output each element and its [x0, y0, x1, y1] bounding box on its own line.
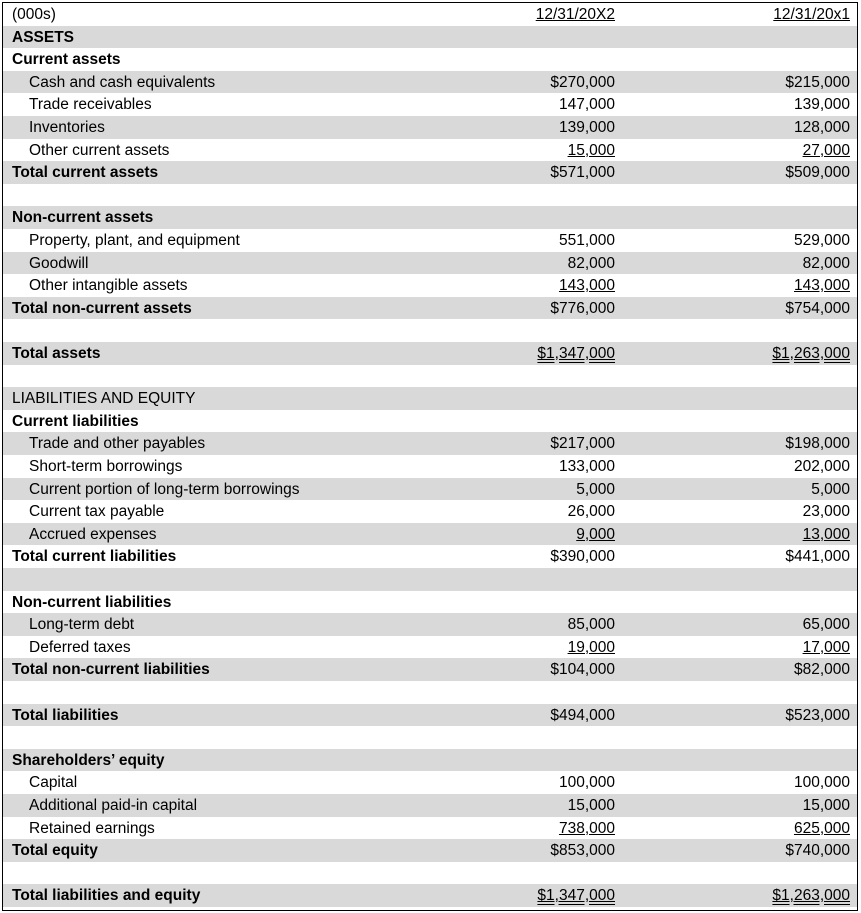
- row-label: Total assets: [12, 345, 101, 362]
- value-20X2: 100,000: [558, 774, 615, 792]
- row-label: Total non-current liabilities: [12, 661, 210, 679]
- table-row: [3, 252, 857, 275]
- value-20X2: $1,347,000: [537, 345, 615, 362]
- table-row: [3, 749, 857, 772]
- value-20x1: 13,000: [802, 525, 850, 543]
- table-row: [3, 71, 857, 94]
- value-20x1: 17,000: [802, 638, 850, 656]
- row-label: Total liabilities and equity: [12, 887, 201, 905]
- value-20X2: 85,000: [567, 616, 615, 634]
- table-row: [3, 794, 857, 817]
- row-label: Total current liabilities: [12, 548, 177, 566]
- value-20X2: $390,000: [550, 548, 615, 566]
- row-label: Retained earnings: [29, 819, 155, 837]
- row-label: Current tax payable: [29, 503, 165, 521]
- row-label: Goodwill: [29, 254, 89, 272]
- table-row: [3, 658, 857, 681]
- table-row: [3, 839, 857, 862]
- row-label: Non-current liabilities: [12, 593, 172, 611]
- table-row: [3, 884, 857, 907]
- value-20X2: 19,000: [567, 638, 615, 656]
- row-label: Shareholders’ equity: [12, 751, 165, 769]
- value-20x1: $441,000: [785, 548, 850, 566]
- value-20X2: $571,000: [550, 164, 615, 182]
- table-row: [3, 613, 857, 636]
- table-row: [3, 93, 857, 116]
- value-20X2: $853,000: [550, 842, 615, 860]
- table-row: [3, 817, 857, 840]
- spacer-row: [3, 862, 857, 885]
- value-20X2: 15,000: [567, 797, 615, 814]
- value-20X2: 139,000: [558, 119, 615, 136]
- row-label: ASSETS: [12, 28, 75, 46]
- table-row: [3, 636, 857, 659]
- balance-sheet-table: [2, 2, 858, 911]
- spacer-row: [3, 184, 857, 207]
- row-label: Current portion of long-term borrowings: [29, 480, 300, 498]
- value-20x1: 15,000: [802, 797, 850, 814]
- value-20x1: 128,000: [793, 119, 850, 136]
- header-row: [3, 3, 857, 26]
- value-20x1: 625,000: [793, 819, 850, 837]
- row-label: Total current assets: [12, 164, 159, 182]
- value-20x1: 27,000: [802, 141, 850, 159]
- row-label: Total liabilities: [12, 706, 119, 724]
- value-20X2: 5,000: [576, 480, 615, 498]
- row-label: Non-current assets: [12, 209, 154, 227]
- row-label: Trade and other payables: [29, 435, 206, 453]
- row-label: Total non-current assets: [12, 299, 192, 317]
- row-label: Total equity: [12, 842, 98, 860]
- value-20X2: 15,000: [567, 141, 615, 159]
- table-row: [3, 432, 857, 455]
- table-row: [3, 139, 857, 162]
- table-row: [3, 591, 857, 614]
- row-label: LIABILITIES AND EQUITY: [12, 390, 196, 408]
- row-label: Deferred taxes: [29, 638, 131, 656]
- table-row: [3, 545, 857, 568]
- value-20X2: $1,347,000: [537, 887, 615, 905]
- row-label: Current liabilities: [12, 412, 139, 430]
- row-label: Inventories: [29, 119, 105, 136]
- row-label: Long-term debt: [29, 616, 135, 634]
- value-20x1: $740,000: [785, 842, 850, 860]
- spacer-row: [3, 365, 857, 388]
- row-label: Other intangible assets: [29, 277, 188, 295]
- value-20x1: $198,000: [785, 435, 850, 453]
- value-20x1: 143,000: [793, 277, 850, 295]
- value-20x1: $509,000: [785, 164, 850, 182]
- value-20X2: $217,000: [550, 435, 615, 453]
- column-header-20x1: 12/31/20x1: [773, 6, 850, 23]
- value-20X2: 9,000: [576, 525, 615, 543]
- value-20x1: 529,000: [793, 232, 850, 249]
- row-label: Property, plant, and equipment: [29, 232, 240, 249]
- value-20X2: 26,000: [567, 503, 615, 521]
- value-20x1: $523,000: [785, 706, 850, 724]
- table-row: [3, 206, 857, 229]
- value-20x1: 202,000: [793, 458, 850, 475]
- value-20x1: 82,000: [802, 254, 850, 272]
- row-label: Additional paid-in capital: [29, 797, 198, 814]
- table-row: [3, 704, 857, 727]
- value-20X2: 738,000: [558, 819, 615, 837]
- spacer-row: [3, 568, 857, 591]
- table-row: [3, 523, 857, 546]
- row-label: Other current assets: [29, 141, 170, 159]
- value-20x1: $754,000: [785, 299, 850, 317]
- value-20x1: 5,000: [811, 480, 850, 498]
- row-label: Accrued expenses: [29, 525, 157, 543]
- value-20X2: $270,000: [550, 73, 615, 91]
- table-row: [3, 26, 857, 49]
- table-row: [3, 455, 857, 478]
- spacer-row: [3, 726, 857, 749]
- row-label: Cash and cash equivalents: [29, 73, 216, 91]
- table-row: [3, 410, 857, 433]
- row-label: Current assets: [12, 51, 121, 69]
- table-row: [3, 771, 857, 794]
- value-20X2: 143,000: [558, 277, 615, 295]
- value-20x1: $1,263,000: [772, 345, 850, 362]
- value-20x1: 65,000: [802, 616, 850, 634]
- value-20x1: $82,000: [793, 661, 850, 679]
- table-row: [3, 274, 857, 297]
- value-20X2: 147,000: [558, 96, 615, 114]
- table-row: [3, 297, 857, 320]
- value-20X2: 82,000: [567, 254, 615, 272]
- row-label: Trade receivables: [29, 96, 152, 114]
- table-row: [3, 116, 857, 139]
- spacer-row: [3, 681, 857, 704]
- value-20X2: $776,000: [550, 299, 615, 317]
- row-label: Capital: [29, 774, 78, 792]
- table-row: [3, 48, 857, 71]
- table-row: [3, 478, 857, 501]
- table-row: [3, 342, 857, 365]
- value-20x1: $215,000: [785, 73, 850, 91]
- table-row: [3, 500, 857, 523]
- column-header-20X2: 12/31/20X2: [535, 6, 615, 23]
- table-row: [3, 229, 857, 252]
- table-row: [3, 161, 857, 184]
- row-label: Short-term borrowings: [29, 458, 183, 475]
- unit-label: (000s): [12, 6, 56, 23]
- spacer-row: [3, 319, 857, 342]
- value-20X2: $104,000: [550, 661, 615, 679]
- table-row: [3, 387, 857, 410]
- value-20X2: 551,000: [558, 232, 615, 249]
- value-20x1: 139,000: [793, 96, 850, 114]
- value-20x1: 23,000: [802, 503, 850, 521]
- value-20x1: $1,263,000: [772, 887, 850, 905]
- value-20x1: 100,000: [793, 774, 850, 792]
- value-20X2: 133,000: [558, 458, 615, 475]
- value-20X2: $494,000: [550, 706, 615, 724]
